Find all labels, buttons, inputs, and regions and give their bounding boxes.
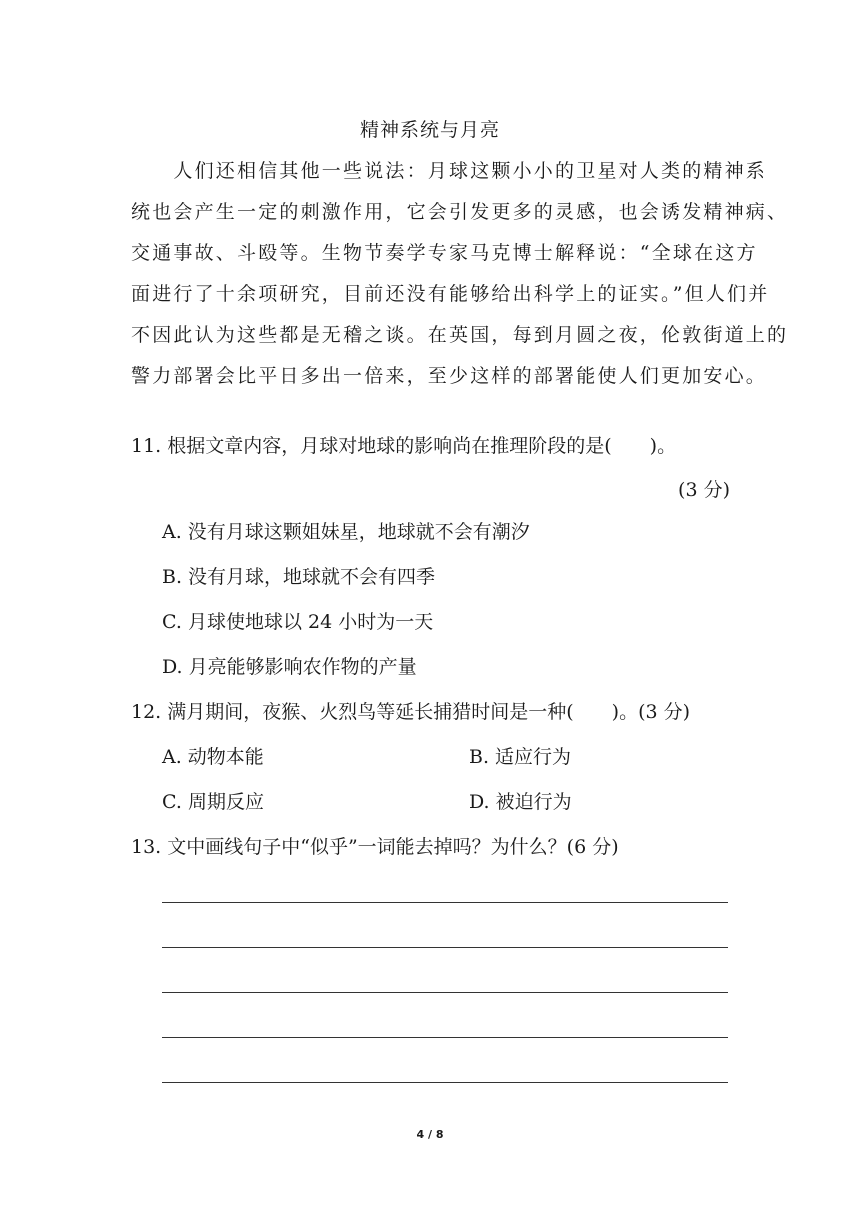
passage-line: 面进行了十余项研究，目前还没有能够给出科学上的证实。”但人们并	[131, 283, 770, 305]
question-11-option-d: D. 月亮能够影响农作物的产量	[162, 656, 417, 678]
question-11: 11. 根据文章内容，月球对地球的影响尚在推理阶段的是( )。	[131, 435, 677, 457]
passage-paragraph	[131, 154, 789, 400]
passage-line: 统也会产生一定的刺激作用，它会引发更多的灵感，也会诱发精神病、	[131, 201, 789, 223]
question-11-option-c: C. 月球使地球以 24 小时为一天	[162, 611, 434, 633]
page-number: 4 / 8	[416, 1128, 444, 1141]
question-11-option-b: B. 没有月球，地球就不会有四季	[162, 566, 436, 588]
answer-line[interactable]	[162, 992, 728, 993]
question-13: 13. 文中画线句子中“似乎”一词能去掉吗？为什么？(6 分)	[131, 836, 619, 858]
question-11-score: (3 分)	[678, 479, 730, 501]
question-12-option-b: B. 适应行为	[469, 746, 572, 768]
answer-line[interactable]	[162, 1082, 728, 1083]
answer-line[interactable]	[162, 902, 728, 903]
question-12: 12. 满月期间，夜猴、火烈鸟等延长捕猎时间是一种( )。(3 分)	[131, 701, 691, 723]
question-12-option-d: D. 被迫行为	[469, 791, 572, 813]
passage-line: 交通事故、斗殴等。生物节奏学专家马克博士解释说：“全球在这方	[131, 242, 758, 264]
question-12-option-c: C. 周期反应	[162, 791, 264, 813]
question-12-option-a: A. 动物本能	[162, 746, 264, 768]
answer-line[interactable]	[162, 947, 728, 948]
passage-line: 警力部署会比平日多出一倍来，至少这样的部署能使人们更加安心。	[131, 365, 768, 387]
passage-title: 精神系统与月亮	[359, 119, 500, 141]
question-11-option-a: A. 没有月球这颗姐妹星，地球就不会有潮汐	[162, 521, 530, 543]
passage-line: 人们还相信其他一些说法：月球这颗小小的卫星对人类的精神系	[131, 160, 768, 182]
answer-line[interactable]	[162, 1037, 728, 1038]
passage-line: 不因此认为这些都是无稽之谈。在英国，每到月圆之夜，伦敦街道上的	[131, 324, 789, 346]
